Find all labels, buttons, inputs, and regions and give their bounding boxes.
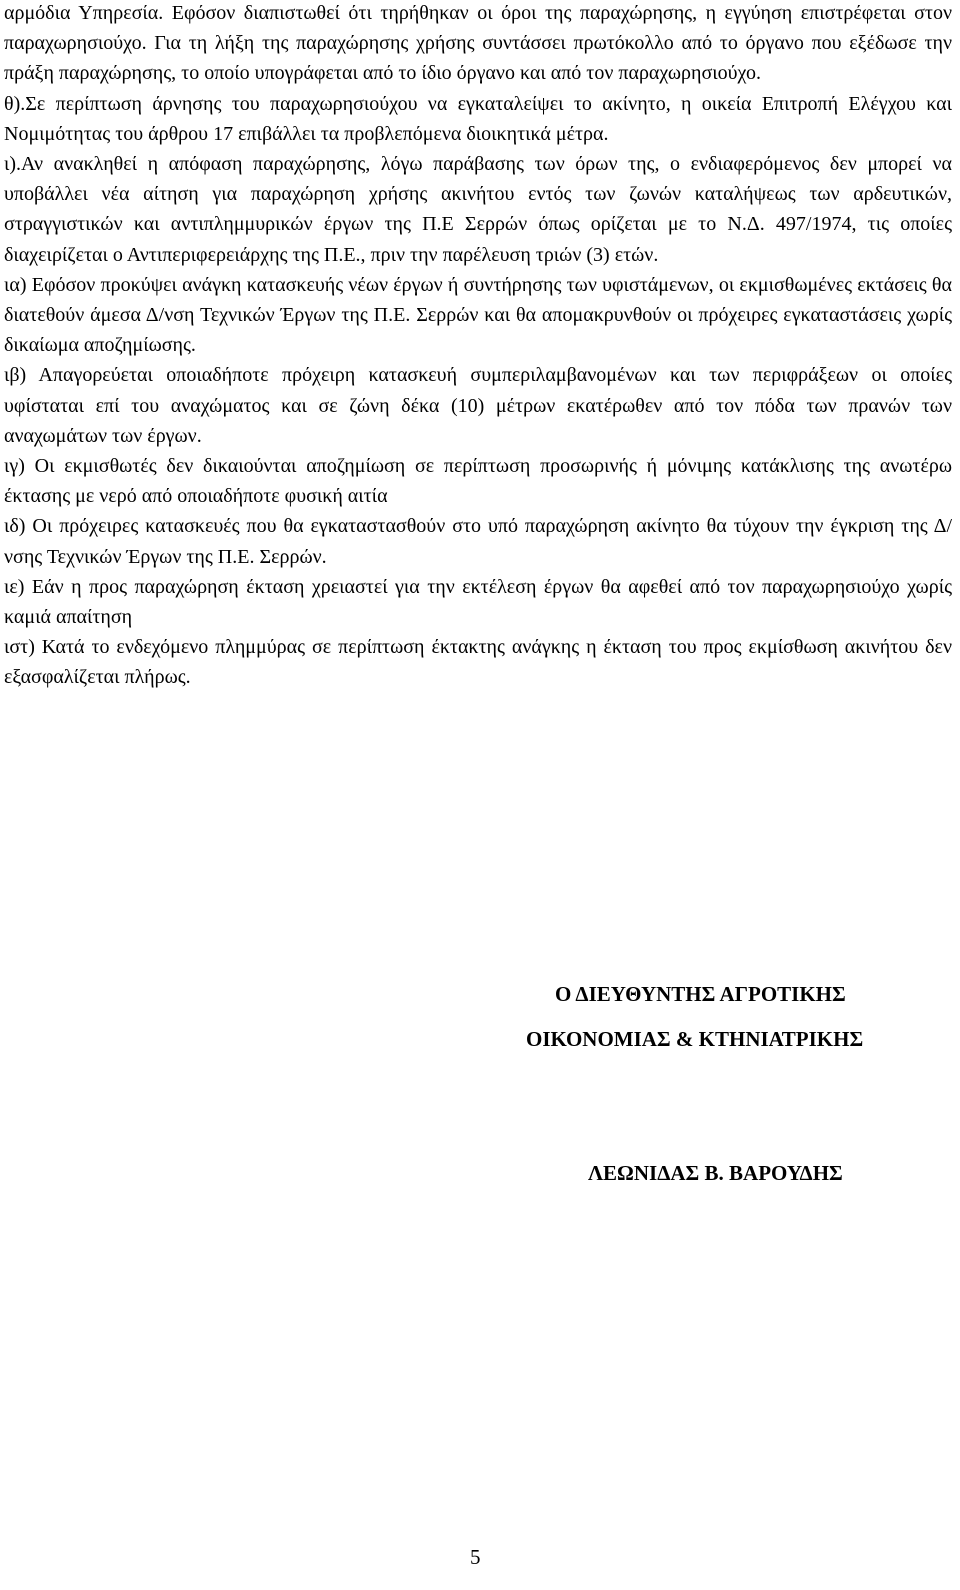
signature-title-line1: Ο ΔΙΕΥΘΥΝΤΗΣ ΑΓΡΟΤΙΚΗΣ (555, 982, 846, 1006)
paragraph-ist: ιστ) Κατά το ενδεχόμενο πλημμύρας σε περίπτωση έκτακτης ανάγκης η έκταση του προς εκμίσθωση ακινήτου δεν εξασφαλίζεται πλήρως. (4, 636, 952, 689)
paragraph-theta: θ).Σε περίπτωση άρνησης του παραχωρησιούχου να εγκαταλείψει το ακίνητο, η οικεία Επιτροπή Ελέγχου και Νομιμότητας του άρθρου 17 επιβάλλει τα προβλεπόμενα διοικητικά μέτρα. (4, 92, 952, 145)
paragraph-ig: ιγ) Οι εκμισθωτές δεν δικαιούνται αποζημίωση σε περίπτωση προσωρινής ή μόνιμης κατάκλισης της ανωτέρω έκτασης με νερό από οποιαδήποτε φυσική αιτία (4, 455, 952, 508)
signature-title-line2: ΟΙΚΟΝΟΜΙΑΣ & ΚΤΗΝΙΑΤΡΙΚΗΣ (526, 1027, 864, 1051)
paragraph-continuation: αρμόδια Υπηρεσία. Εφόσον διαπιστωθεί ότι τηρήθηκαν οι όροι της παραχώρησης, η εγγύηση επιστρέφεται στον παραχωρησιούχο. Για τη λήξη της παραχώρησης χρήσης συντάσσει πρωτόκολλο από το όργανο που εξέδωσε την πράξη παραχώρησης, το οποίο υπογράφεται από το ίδιο όργανο και από τον παραχωρησιούχο. (4, 2, 952, 85)
paragraph-id: ιδ) Οι πρόχειρες κατασκευές που θα εγκαταστασθούν στο υπό παραχώρηση ακίνητο θα τύχουν την έγκριση της Δ/νσης Τεχνικών Έργων της Π.Ε. Σερρών. (4, 515, 952, 568)
page-number: 5 (470, 1545, 481, 1569)
paragraph-ia: ια) Εφόσον προκύψει ανάγκη κατασκευής νέων έργων ή συντήρησης των υφιστάμενων, οι εκμισθωμένες εκτάσεις θα διατεθούν άμεσα Δ/νση Τεχνικών Έργων της Π.Ε. Σερρών και θα απομακρυνθούν οι πρόχειρες εγκαταστάσεις χωρίς δικαίωμα αποζημίωσης. (4, 273, 952, 357)
document-body (4, 0, 952, 693)
signatory-name: ΛΕΩΝΙΔΑΣ Β. ΒΑΡΟΥΔΗΣ (588, 1161, 843, 1185)
paragraph-ib: ιβ) Απαγορεύεται οποιαδήποτε πρόχειρη κατασκευή συμπεριλαμβανομένων και των περιφράξεων οι οποίες υφίσταται επί του αναχώματος και σε ζώνη δέκα (10) μέτρων εκατέρωθεν από τον πόδα των πρανών των αναχωμάτων των έργων. (4, 364, 952, 447)
paragraph-ie: ιε) Εάν η προς παραχώρηση έκταση χρειαστεί για την εκτέλεση έργων θα αφεθεί από τον παραχωρησιούχο χωρίς καμιά απαίτηση (4, 575, 952, 629)
paragraph-iota: ι).Αν ανακληθεί η απόφαση παραχώρησης, λόγω παράβασης των όρων της, ο ενδιαφερόμενος δεν μπορεί να υποβάλλει νέα αίτηση για παραχώρηση χρήσης ακινήτου εντός των ζωνών καταλήψεως των αρδευτικών, στραγγιστικών και αντιπλημμυρικών έργων της Π.Ε Σερρών όπως ορίζεται με το Ν.Δ. 497/1974, τις οποίες διαχειρίζεται ο Αντιπεριφερειάρχης της Π.Ε., πριν την παρέλευση τριών (3) ετών. (4, 153, 952, 266)
